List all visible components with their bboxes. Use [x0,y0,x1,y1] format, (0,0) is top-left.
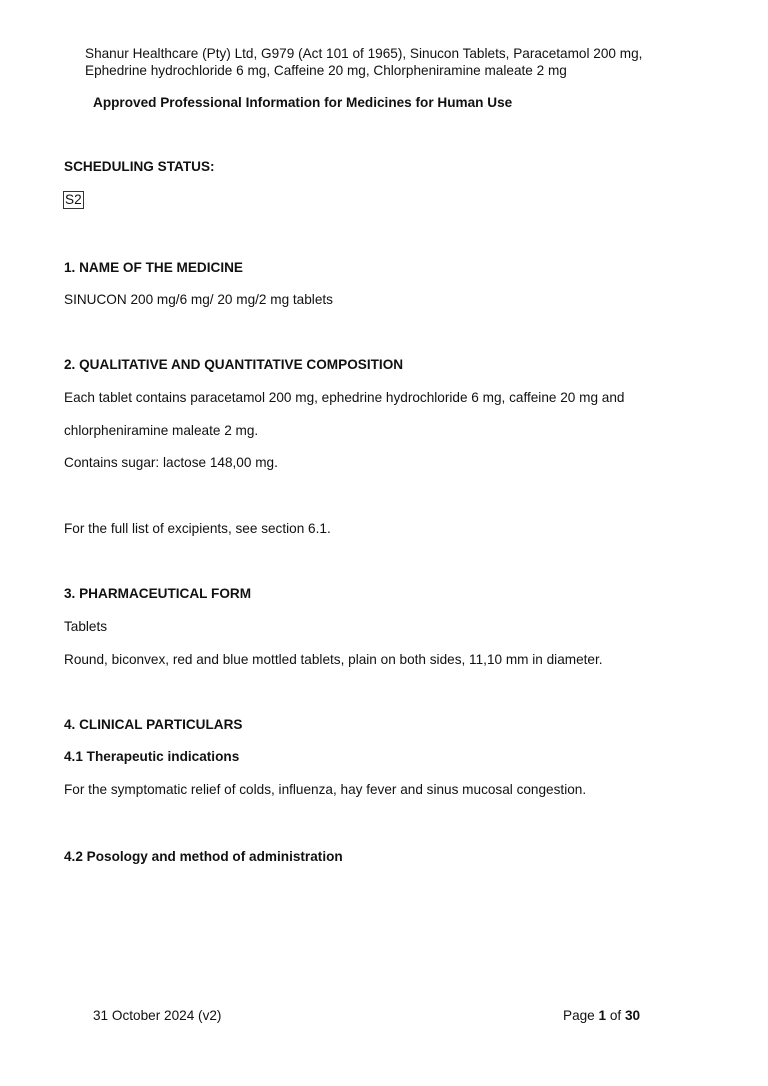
page-current: 1 [598,1008,607,1023]
footer-date: 31 October 2024 (v2) [93,1008,222,1023]
section-4-1-text: For the symptomatic relief of colds, influenza, hay fever and sinus mucosal congestion. [64,782,587,797]
section-1-text: SINUCON 200 mg/6 mg/ 20 mg/2 mg tablets [64,292,333,307]
scheduling-status-badge: S2 [65,192,82,207]
section-4-heading: 4. CLINICAL PARTICULARS [64,717,243,732]
header-line-1: Shanur Healthcare (Pty) Ltd, G979 (Act 101 of 1965), Sinucon Tablets, Paracetamol 200 mg, [85,46,643,61]
scheduling-status-heading: SCHEDULING STATUS: [64,159,215,174]
section-1-heading: 1. NAME OF THE MEDICINE [64,260,243,275]
section-2-line-4: For the full list of excipients, see section 6.1. [64,521,331,536]
section-2-heading: 2. QUALITATIVE AND QUANTITATIVE COMPOSITION [64,357,404,372]
document-subtitle: Approved Professional Information for Medicines for Human Use [93,95,513,110]
section-4-1-heading: 4.1 Therapeutic indications [64,749,240,764]
section-3-line-1: Tablets [64,619,108,634]
section-4-2-heading: 4.2 Posology and method of administration [64,849,343,864]
section-3-line-2: Round, biconvex, red and blue mottled tablets, plain on both sides, 11,10 mm in diameter. [64,652,603,667]
page-of: of [606,1008,625,1023]
section-2-line-1: Each tablet contains paracetamol 200 mg, ephedrine hydrochloride 6 mg, caffeine 20 mg and [64,390,625,405]
footer-page-number [563,1008,640,1023]
section-2-line-3: Contains sugar: lactose 148,00 mg. [64,455,278,470]
page-prefix: Page [563,1008,599,1023]
section-3-heading: 3. PHARMACEUTICAL FORM [64,586,252,601]
header-line-2: Ephedrine hydrochloride 6 mg, Caffeine 20 mg, Chlorpheniramine maleate 2 mg [85,63,567,78]
page-total: 30 [624,1008,641,1023]
section-2-line-2: chlorpheniramine maleate 2 mg. [64,423,259,438]
